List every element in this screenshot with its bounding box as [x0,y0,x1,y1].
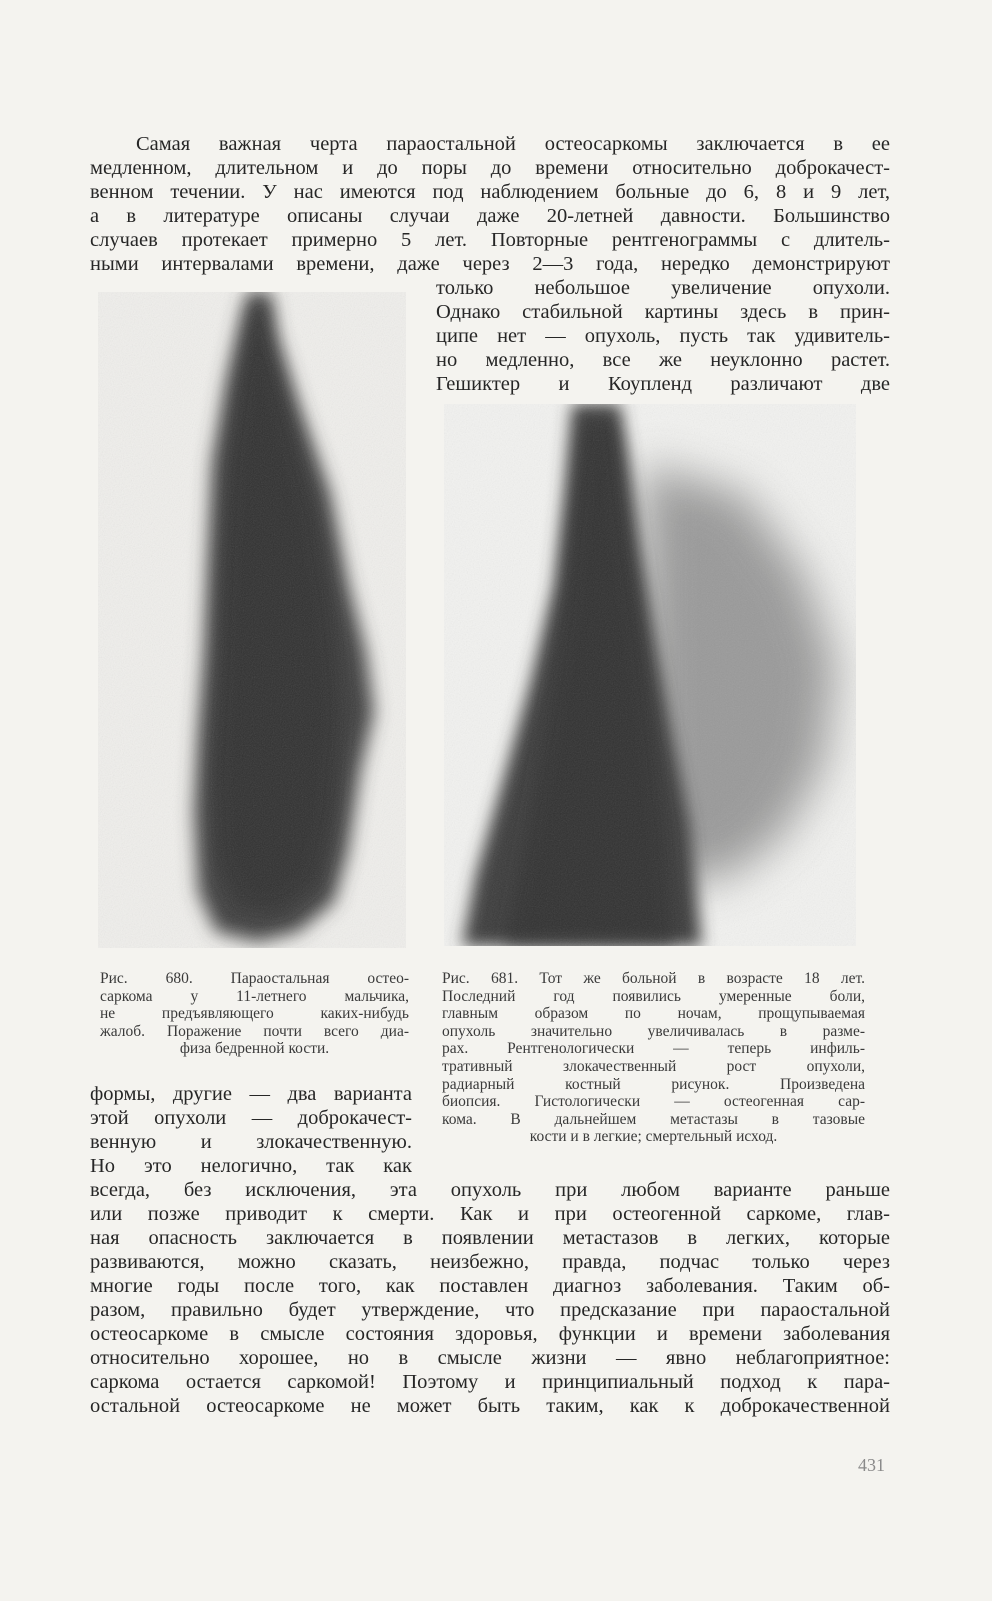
text-line: формы, другие — два варианта [90,1083,412,1105]
caption-line: опухоль значительно увеличивалась в разме- [442,1022,865,1040]
figure-681-xray-image [444,404,856,946]
text-line: развиваются, можно сказать, неизбежно, правда, подчас только через [90,1251,890,1273]
page-number: 431 [858,1455,885,1475]
text-line: медленном, длительном и до поры до времени относительно доброкачест- [90,157,890,179]
caption-line: физа бедренной кости. [179,1040,330,1058]
text-line: венном течении. У нас имеются под наблюдением больные до 6, 8 и 9 лет, [90,181,890,203]
caption-line: тративный злокачественный рост опухоли, [442,1058,865,1075]
text-line: случаев протекает примерно 5 лет. Повторные рентгенограммы с длитель- [90,229,890,251]
caption-line: главным образом по ночам, прощупываемая [442,1005,865,1023]
text-line: всегда, без исключения, эта опухоль при любом варианте раньше [90,1179,890,1201]
caption-line: радиарный костный рисунок. Произведена [442,1075,865,1093]
text-line: относительно хорошее, но в смысле жизни — явно неблагоприятное: [90,1347,890,1369]
caption-line: биопсия. Гистологически — остеогенная сар- [442,1093,865,1111]
text-line: но медленно, все же неуклонно растет. [436,349,890,371]
text-line: а в литературе описаны случаи даже 20-летней давности. Большинство [90,205,890,227]
text-line: этой опухоли — доброкачест- [90,1107,412,1129]
text-line: ципе нет — опухоль, пусть так удивитель- [436,325,890,347]
text-line: многие годы после того, как поставлен диагноз заболевания. Таким об- [90,1275,890,1297]
caption-line: жалоб. Поражение почти всего диа- [100,1022,409,1040]
text-line: венную и злокачественную. [90,1131,412,1153]
caption-line: рах. Рентгенологически — теперь инфиль- [442,1040,865,1058]
text-line: Но это нелогично, так как [90,1155,412,1177]
text-line: остеосаркоме в смысле состояния здоровья, функции и времени заболевания [90,1323,890,1345]
text-line: саркома остается саркомой! Поэтому и принципиальный подход к пара- [90,1371,890,1393]
text-line: Самая важная черта параостальной остеосаркомы заключается в ее [136,133,890,155]
caption-line: Последний год появились умеренные боли, [442,987,865,1005]
text-line: или позже приводит к смерти. Как и при остеогенной саркоме, глав- [90,1203,890,1225]
caption-line: Рис. 680. Параостальная остео- [100,970,409,987]
caption-line: саркома у 11-летнего мальчика, [100,987,409,1005]
caption-line: кома. В дальнейшем метастазы в тазовые [442,1110,865,1128]
text-line: ными интервалами времени, даже через 2—3 года, нередко демонстрируют [90,253,890,275]
caption-line: Рис. 681. Тот же больной в возрасте 18 лет. [442,970,865,987]
figure-680-xray-image [98,292,406,948]
caption-line: кости и в легкие; смертельный исход. [529,1128,778,1146]
text-line: только небольшое увеличение опухоли. [436,277,890,299]
text-line: разом, правильно будет утверждение, что предсказание при параостальной [90,1299,890,1321]
text-line: ная опасность заключается в появлении метастазов в легких, которые [90,1227,890,1249]
caption-line: не предъявляющего каких-нибудь [100,1005,409,1023]
text-line: Однако стабильной картины здесь в прин- [436,301,890,323]
text-line: Гешиктер и Коупленд различают две [436,373,890,395]
text-line: остальной остеосаркоме не может быть таким, как к доброкачественной [90,1395,890,1417]
